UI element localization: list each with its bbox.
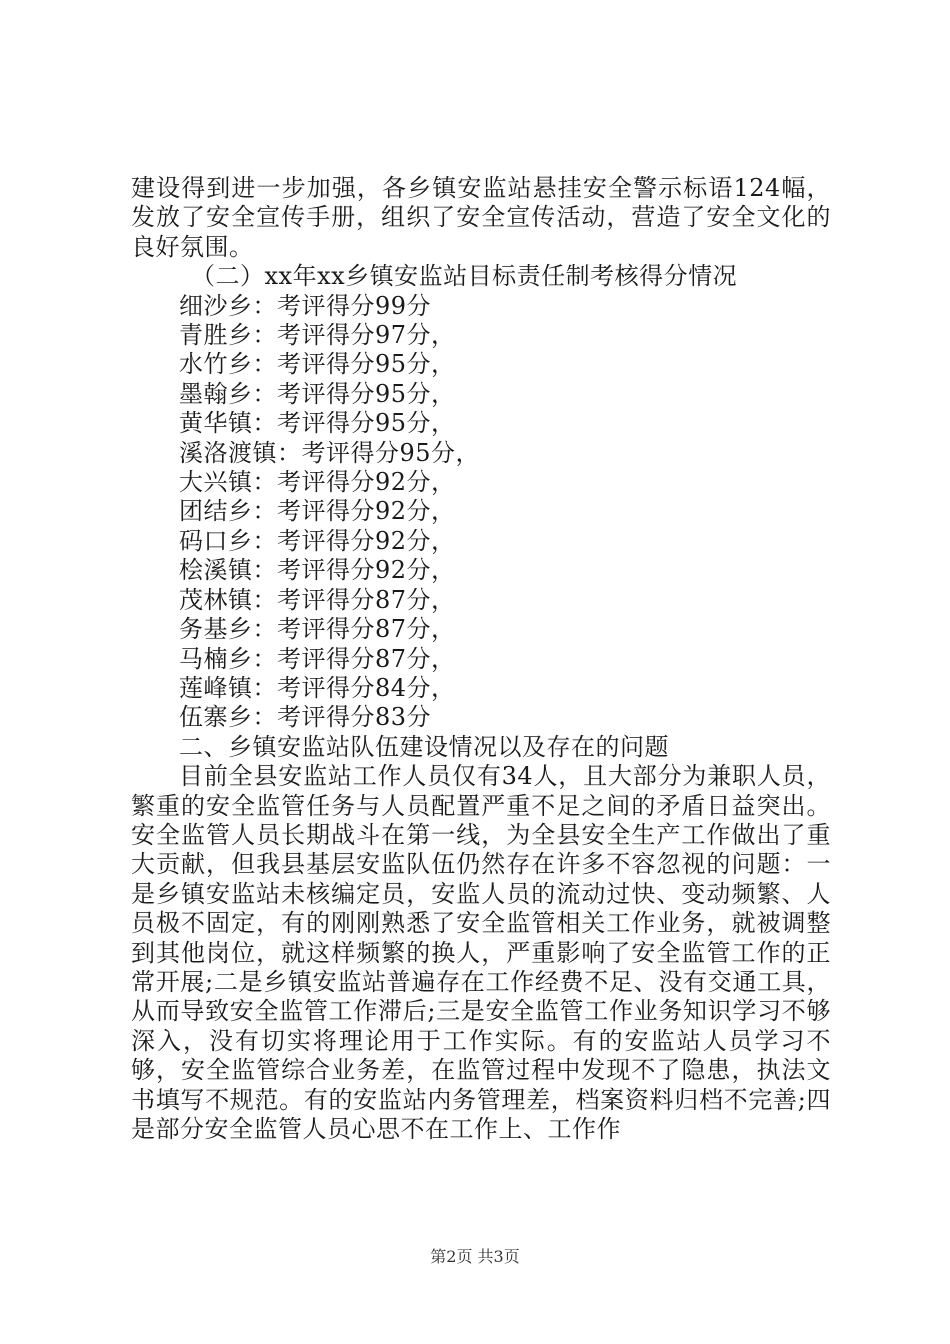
body-paragraph: 目前全县安监站工作人员仅有34人，且大部分为兼职人员，繁重的安全监管任务与人员配置严重不足之间的矛盾日益突出。安全监管人员长期战斗在第一线，为全县安全生产工作做出了重大贡献，但我县基层安监队伍仍然存在许多不容忽视的问题：一是乡镇安监站未核编定员，安监人员的流动过快、变动频繁、人员极不固定，有的刚刚熟悉了安全监管相关工作业务，就被调整到其他岗位，就这样频繁的换人，严重影响了安全监管工作的正常开展;二是乡镇安监站普遍存在工作经费不足、没有交通工具，从而导致安全监管工作滞后;三是安全监管工作业务知识学习不够深入，没有切实将理论用于工作实际。有的安监站人员学习不够，安全监管综合业务差，在监管过程中发现不了隐患，执法文书填写不规范。有的安监站内务管理差，档案资料归档不完善;四是部分安全监管人员心思不在工作上、工作作 [131,762,831,1143]
document-body [131,174,831,1144]
page-number-label: 第2页 共3页 [430,1247,520,1266]
score-item: 墨翰乡：考评得分95分， [179,379,456,408]
score-item: 水竹乡：考评得分95分， [179,350,456,379]
score-item: 溪洛渡镇：考评得分95分， [179,438,481,467]
score-item: 黄华镇：考评得分95分， [179,409,456,438]
score-item: 大兴镇：考评得分92分， [179,468,456,497]
score-item: 青胜乡：考评得分97分， [179,321,456,350]
page-footer [0,1244,950,1267]
score-item: 务基乡：考评得分87分， [179,615,456,644]
score-item: 桧溪镇：考评得分92分， [179,556,456,585]
score-item: 茂林镇：考评得分87分， [179,585,456,614]
section-heading-scores: （二）xx年xx乡镇安监站目标责任制考核得分情况 [191,262,738,291]
score-item: 伍寨乡：考评得分83分 [179,703,432,732]
score-item: 莲峰镇：考评得分84分， [179,673,456,702]
part-heading-team-building: 二、乡镇安监站队伍建设情况以及存在的问题 [179,732,669,761]
score-item: 团结乡：考评得分92分， [179,497,456,526]
score-item: 码口乡：考评得分92分， [179,526,456,555]
score-item: 细沙乡：考评得分99分 [179,291,432,320]
score-item: 马楠乡：考评得分87分， [179,644,456,673]
intro-paragraph: 建设得到进一步加强，各乡镇安监站悬挂安全警示标语124幅，发放了安全宣传手册，组织了安全宣传活动，营造了安全文化的良好氛围。 [131,174,831,261]
score-list [131,292,831,733]
